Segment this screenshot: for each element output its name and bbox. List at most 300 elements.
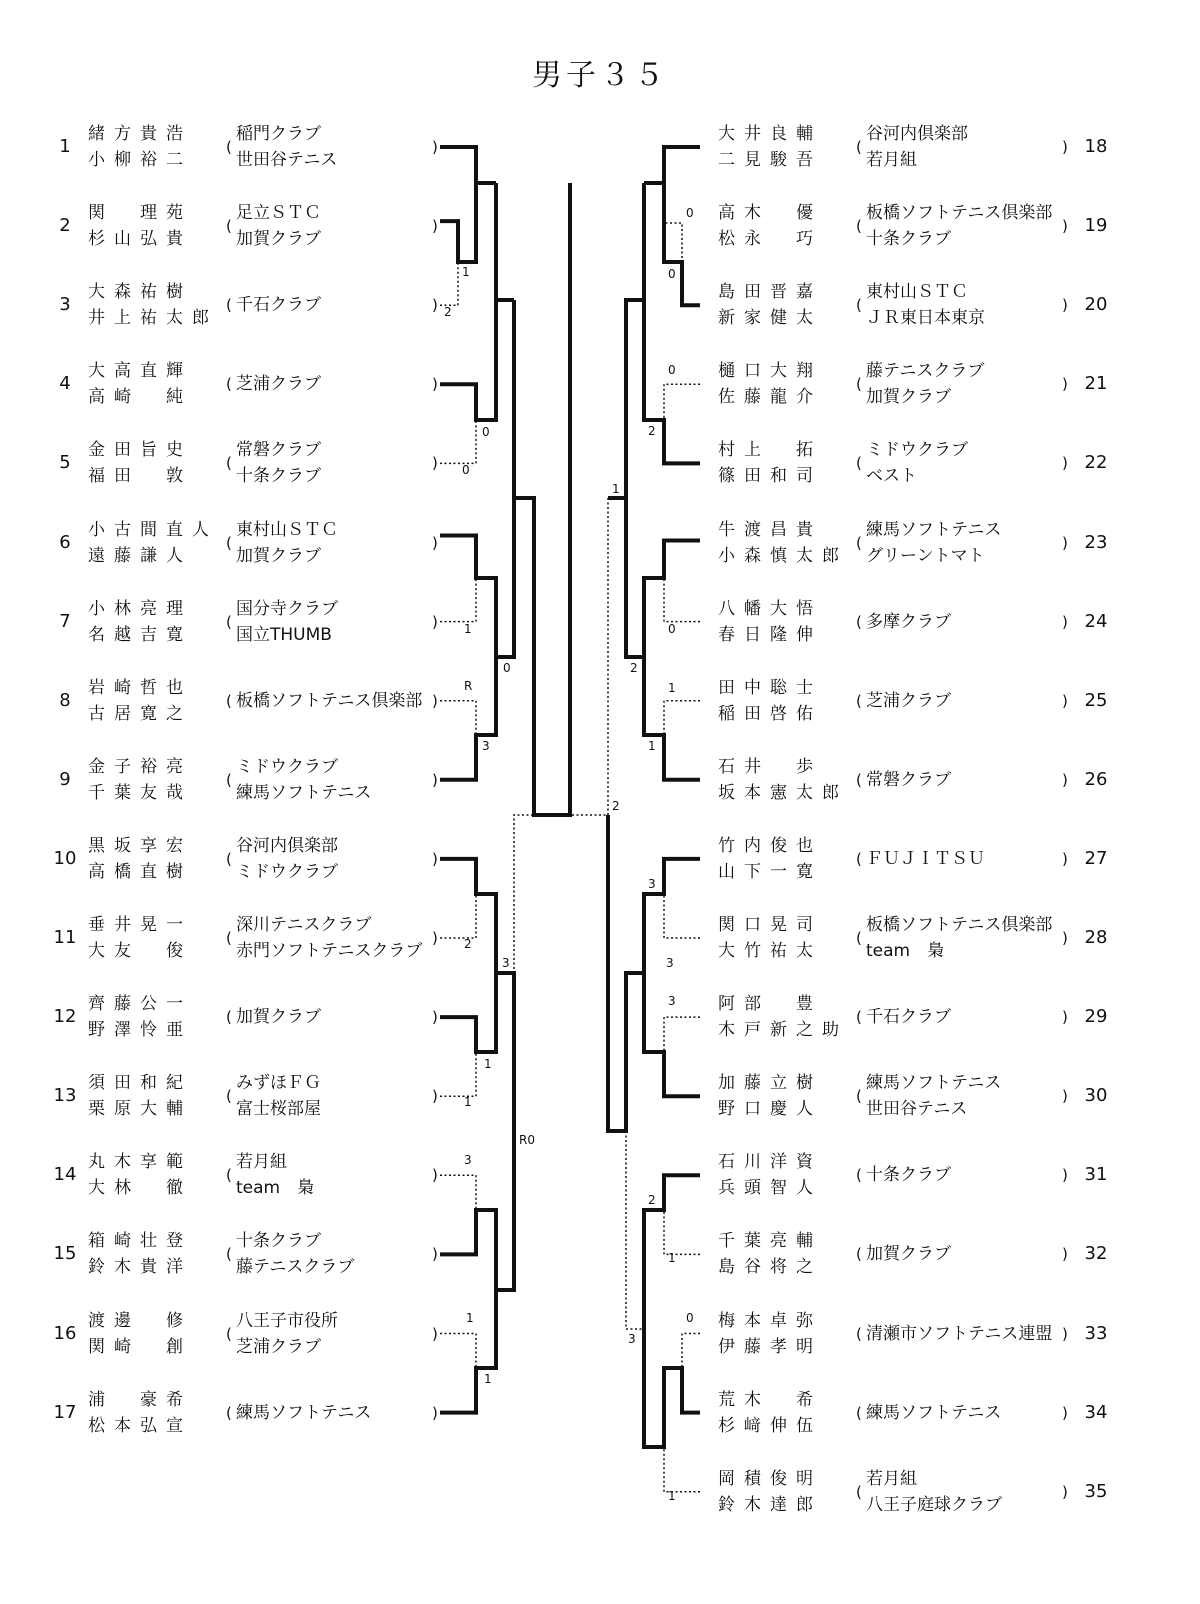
entry-number: 20: [1084, 294, 1108, 316]
bracket-line: [440, 1175, 476, 1210]
player-name: 牛渡昌貴: [718, 519, 822, 540]
player-name: 竹内俊也: [718, 835, 822, 856]
match-score: 2: [648, 1193, 656, 1207]
paren-open: (: [856, 770, 862, 789]
player-name: 関口晃司: [718, 915, 822, 935]
club-name: 谷河内倶楽部: [236, 835, 338, 856]
paren-open: (: [856, 1245, 862, 1264]
paren-close: ): [1062, 1087, 1068, 1106]
match-score: 1: [466, 1311, 474, 1325]
paren-close: ): [432, 1166, 438, 1185]
match-score: 2: [630, 661, 638, 675]
player-name: 大井良輔: [718, 124, 822, 144]
player-name: 島田晋嘉: [718, 282, 822, 303]
paren-open: (: [856, 929, 862, 947]
paren-open: (: [226, 612, 232, 631]
bracket-line: [664, 223, 682, 262]
club-name: 板橋ソフトテニス倶楽部: [866, 915, 1053, 935]
player-name: 丸木享範: [88, 1152, 192, 1173]
match-score: 0: [503, 661, 511, 675]
bracket-line: [626, 498, 700, 657]
club-name: 藤テニスクラブ: [866, 361, 985, 382]
paren-close: ): [432, 375, 438, 394]
club-name: 加賀クラブ: [236, 545, 321, 566]
player-name: 松永 巧: [718, 229, 822, 250]
player-name: 浦 豪希: [88, 1389, 192, 1410]
club-name: 世田谷テニス: [236, 150, 338, 170]
player-name: 遠藤謙人: [88, 545, 192, 566]
entry-number: 23: [1084, 531, 1108, 553]
paren-open: (: [226, 929, 232, 947]
match-score: 0: [482, 425, 490, 439]
player-name: 鈴木達郎: [718, 1494, 822, 1515]
player-name: 樋口大翔: [718, 361, 822, 382]
paren-close: ): [432, 1403, 438, 1422]
club-name: 常磐クラブ: [236, 440, 321, 461]
entry-number: 31: [1084, 1164, 1108, 1186]
player-name: 栗原大輔: [88, 1099, 192, 1120]
paren-open: (: [226, 1324, 232, 1343]
bracket-line: [496, 183, 514, 300]
entry-number: 18: [1084, 136, 1108, 157]
bracket-line: [644, 657, 700, 780]
player-name: 坂本憲太郎: [718, 782, 848, 803]
entry-number: 6: [59, 531, 71, 553]
paren-close: ): [1062, 454, 1068, 473]
match-score: 3: [628, 1332, 636, 1346]
bracket-line: [682, 1334, 700, 1369]
paren-close: ): [432, 849, 438, 868]
player-name: 佐藤龍介: [718, 387, 822, 408]
bracket-line: [440, 1290, 496, 1413]
paren-open: (: [856, 296, 862, 315]
entry-number: 33: [1084, 1322, 1108, 1344]
club-name: 芝浦クラブ: [236, 1336, 321, 1357]
club-name: 東村山ＳＴＣ: [236, 519, 338, 540]
bracket-line: [608, 183, 644, 498]
paren-close: ): [1062, 1008, 1068, 1027]
player-name: 千葉友哉: [88, 782, 192, 803]
entry-number: 34: [1084, 1401, 1108, 1423]
club-name: 加賀クラブ: [236, 229, 321, 250]
match-score: 0: [686, 206, 694, 220]
paren-close: ): [432, 1324, 438, 1343]
club-name: 練馬ソフトテニス: [236, 1402, 372, 1423]
paren-close: ): [432, 612, 438, 631]
player-name: 野口慶人: [718, 1099, 822, 1120]
player-name: 松本弘宣: [88, 1415, 192, 1436]
entry-number: 32: [1084, 1243, 1108, 1265]
club-name: 板橋ソフトテニス倶楽部: [236, 690, 423, 711]
match-score: 1: [648, 739, 656, 753]
bracket-line: [440, 859, 514, 1131]
bracket-line: [440, 1334, 476, 1369]
bracket-line: [440, 657, 496, 780]
club-name: 深川テニスクラブ: [236, 915, 372, 935]
paren-open: (: [226, 849, 232, 868]
player-name: 大林 徹: [88, 1178, 192, 1199]
player-name: 古居寛之: [88, 703, 192, 724]
bracket-line: [664, 578, 700, 622]
bracket-line: [440, 420, 476, 463]
bracket-line: [644, 300, 700, 463]
match-score: 1: [484, 1372, 492, 1386]
entry-number: 13: [53, 1085, 77, 1107]
bracket-line: [664, 1210, 700, 1254]
paren-close: ): [432, 1087, 438, 1106]
match-score: 0: [686, 1311, 694, 1325]
club-name: 千石クラブ: [236, 295, 321, 316]
club-name: 練馬ソフトテニス: [236, 782, 372, 803]
paren-close: ): [1062, 1324, 1068, 1343]
player-name: 金子裕亮: [88, 756, 192, 777]
paren-close: ): [1062, 1482, 1068, 1501]
paren-close: ): [1062, 929, 1068, 947]
bracket-line: [440, 183, 476, 262]
player-name: 八幡大悟: [718, 598, 822, 619]
match-score: 1: [484, 1057, 492, 1071]
bracket-line: [644, 973, 700, 1096]
player-name: 村上 拓: [718, 440, 822, 461]
paren-close: ): [1062, 1403, 1068, 1422]
bracket-line: [440, 1131, 514, 1290]
paren-open: (: [856, 849, 862, 868]
paren-open: (: [856, 217, 862, 236]
paren-open: (: [226, 296, 232, 315]
player-name: 箱崎壮登: [88, 1231, 192, 1252]
player-name: 千葉亮輔: [718, 1231, 822, 1252]
club-name: 千石クラブ: [866, 1007, 951, 1028]
player-name: 関 理苑: [88, 203, 192, 224]
paren-close: ): [1062, 138, 1068, 156]
entry-number: 12: [53, 1006, 77, 1028]
player-name: 二見駿吾: [718, 150, 822, 170]
match-score: 3: [648, 877, 656, 891]
match-score: 1: [464, 622, 472, 636]
player-name: 大竹祐太: [718, 941, 822, 961]
club-name: グリーントマト: [866, 545, 985, 566]
bracket-line: [664, 701, 700, 735]
bracket-line: [608, 815, 700, 1131]
entry-number: 27: [1084, 847, 1108, 869]
paren-close: ): [432, 217, 438, 236]
club-name: ベスト: [866, 466, 917, 487]
player-name: 梅本卓弥: [718, 1310, 822, 1331]
player-name: 齊藤公一: [88, 994, 192, 1015]
match-score: 3: [502, 956, 510, 970]
player-name: 渡邊 修: [88, 1310, 192, 1331]
entry-number: 17: [53, 1401, 77, 1423]
entry-number: 14: [53, 1164, 77, 1186]
player-name: 高木 優: [718, 203, 822, 224]
club-name: 八王子庭球クラブ: [866, 1494, 1002, 1515]
match-score: R0: [519, 1133, 535, 1147]
club-name: 世田谷テニス: [866, 1099, 968, 1120]
paren-close: ): [432, 770, 438, 789]
player-name: 小森慎太郎: [718, 545, 848, 566]
paren-open: (: [226, 691, 232, 710]
paren-close: ): [1062, 691, 1068, 710]
match-score: 3: [666, 956, 674, 970]
player-name: 金田旨史: [88, 440, 192, 461]
paren-open: (: [856, 691, 862, 710]
match-score: 3: [482, 739, 490, 753]
club-name: 芝浦クラブ: [236, 374, 321, 395]
club-name: ＦＵＪＩＴＳＵ: [866, 848, 985, 869]
club-name: 八王子市役所: [236, 1310, 338, 1331]
entry-number: 10: [53, 847, 77, 869]
player-name: 小古間直人: [88, 519, 218, 540]
club-name: 多摩クラブ: [866, 611, 951, 632]
player-name: 春日隆伸: [718, 624, 822, 645]
bracket-line: [664, 894, 700, 938]
club-name: 稲門クラブ: [236, 124, 321, 144]
bracket-line: [664, 384, 700, 420]
club-name: 練馬ソフトテニス: [866, 1073, 1002, 1094]
paren-close: ): [1062, 849, 1068, 868]
paren-open: (: [856, 1087, 862, 1106]
bracket-line: [440, 701, 476, 735]
paren-open: (: [856, 138, 862, 156]
paren-close: ): [1062, 296, 1068, 315]
paren-close: ): [1062, 770, 1068, 789]
paren-open: (: [856, 533, 862, 552]
bracket-line: [514, 815, 534, 1131]
match-score: 0: [462, 463, 470, 477]
paren-close: ): [432, 1245, 438, 1264]
player-name: 新家健太: [718, 308, 822, 329]
player-name: 阿部 豊: [718, 994, 822, 1015]
player-name: 垂井晃一: [88, 915, 192, 935]
player-name: 井上祐太郎: [88, 308, 218, 329]
club-name: 十条クラブ: [236, 466, 321, 487]
player-name: 岡積俊明: [718, 1468, 822, 1489]
paren-open: (: [856, 612, 862, 631]
entry-number: 25: [1084, 689, 1108, 711]
club-name: ＪＲ東日本東京: [866, 308, 985, 329]
player-name: 関崎 創: [88, 1336, 192, 1357]
entry-number: 11: [53, 927, 77, 948]
player-name: 小柳裕二: [88, 150, 192, 170]
entry-number: 2: [59, 215, 71, 237]
player-name: 加藤立樹: [718, 1073, 822, 1094]
entry-number: 8: [59, 689, 71, 711]
bracket-line: [626, 1131, 644, 1329]
entry-number: 1: [59, 136, 71, 157]
player-name: 稲田啓佑: [718, 703, 822, 724]
player-name: 緒方貴浩: [88, 124, 192, 144]
club-name: 練馬ソフトテニス: [866, 1402, 1002, 1423]
player-name: 大高直輝: [88, 361, 192, 382]
club-name: 国分寺クラブ: [236, 598, 338, 619]
paren-open: (: [856, 454, 862, 473]
club-name: 常磐クラブ: [866, 769, 951, 790]
paren-open: (: [226, 1087, 232, 1106]
club-name: 芝浦クラブ: [866, 690, 951, 711]
paren-open: (: [226, 1008, 232, 1027]
bracket-line: [644, 1329, 700, 1447]
player-name: 須田和紀: [88, 1073, 192, 1094]
player-name: 山下一寛: [718, 861, 822, 882]
match-score: 2: [464, 937, 472, 951]
paren-open: (: [226, 217, 232, 236]
club-name: 清瀬市ソフトテニス連盟: [866, 1323, 1053, 1344]
paren-close: ): [432, 454, 438, 473]
entry-number: 21: [1084, 373, 1108, 395]
match-score: 2: [648, 424, 656, 438]
paren-close: ): [1062, 217, 1068, 236]
player-name: 杉山弘貴: [88, 229, 192, 250]
entry-number: 28: [1084, 927, 1108, 948]
club-name: 十条クラブ: [236, 1231, 321, 1252]
bracket-line: [440, 1052, 476, 1096]
match-score: 0: [668, 267, 676, 281]
match-score: 1: [668, 681, 676, 695]
entry-number: 35: [1084, 1480, 1108, 1502]
match-score: 0: [668, 622, 676, 636]
club-name: 赤門ソフトテニスクラブ: [236, 941, 423, 961]
entry-number: 16: [53, 1322, 77, 1344]
player-name: 杉﨑伸伍: [718, 1415, 822, 1436]
club-name: 加賀クラブ: [866, 387, 951, 408]
player-name: 野澤怜亜: [88, 1020, 192, 1041]
club-name: 練馬ソフトテニス: [866, 519, 1002, 540]
entry-number: 22: [1084, 452, 1108, 474]
match-score: 2: [612, 799, 620, 813]
paren-open: (: [226, 1403, 232, 1422]
player-name: 岩崎哲也: [88, 677, 192, 698]
entry-number: 3: [59, 294, 71, 316]
player-name: 木戸新之助: [718, 1020, 848, 1041]
club-name: ミドウクラブ: [236, 861, 338, 882]
club-name: 谷河内倶楽部: [866, 124, 968, 144]
player-name: 田中聡士: [718, 677, 822, 698]
paren-open: (: [226, 1166, 232, 1185]
match-score: 1: [668, 1251, 676, 1265]
match-score: 1: [462, 265, 470, 279]
player-name: 石川洋資: [718, 1152, 822, 1173]
player-name: 福田 敦: [88, 466, 192, 487]
entry-number: 4: [59, 373, 71, 395]
club-name: team 梟: [236, 1178, 315, 1199]
paren-close: ): [432, 691, 438, 710]
player-name: 黒坂享宏: [88, 835, 192, 856]
bracket-line: [440, 498, 514, 657]
bracket-line: [570, 498, 608, 815]
player-name: 荒木 希: [718, 1389, 822, 1410]
club-name: 若月組: [236, 1152, 287, 1173]
paren-close: ): [1062, 612, 1068, 631]
entry-number: 30: [1084, 1085, 1108, 1107]
paren-open: (: [856, 1008, 862, 1027]
player-name: 小林亮理: [88, 598, 192, 619]
paren-open: (: [226, 533, 232, 552]
player-name: 大友 俊: [88, 941, 192, 961]
club-name: 足立ＳＴＣ: [236, 203, 321, 224]
entry-number: 9: [59, 768, 71, 790]
bracket-line: [440, 262, 458, 305]
entry-number: 26: [1084, 768, 1108, 790]
paren-close: ): [1062, 1245, 1068, 1264]
club-name: 藤テニスクラブ: [236, 1257, 355, 1278]
paren-close: ): [432, 296, 438, 315]
club-name: 加賀クラブ: [236, 1007, 321, 1028]
paren-open: (: [856, 1324, 862, 1343]
player-name: 伊藤孝明: [718, 1336, 822, 1357]
club-name: ミドウクラブ: [866, 440, 968, 461]
paren-open: (: [856, 1482, 862, 1501]
match-score: 3: [668, 994, 676, 1008]
club-name: 十条クラブ: [866, 229, 951, 250]
paren-open: (: [226, 454, 232, 473]
paren-open: (: [226, 770, 232, 789]
club-name: team 梟: [866, 941, 945, 961]
match-score: 1: [668, 1489, 676, 1503]
paren-close: ): [432, 929, 438, 947]
match-score: 1: [464, 1095, 472, 1109]
club-name: 富士桜部屋: [236, 1099, 321, 1120]
paren-open: (: [226, 138, 232, 156]
paren-open: (: [856, 1166, 862, 1185]
paren-close: ): [432, 533, 438, 552]
match-score: 3: [464, 1153, 472, 1167]
bracket-line: [440, 973, 496, 1052]
player-name: 篠田和司: [718, 466, 822, 487]
match-score: 1: [612, 482, 620, 496]
paren-open: (: [856, 1403, 862, 1422]
club-name: みずほＦＧ: [236, 1073, 321, 1094]
bracket-line: [644, 147, 700, 183]
paren-close: ): [1062, 375, 1068, 394]
page-title: 男子３５: [532, 58, 668, 93]
player-name: 鈴木貴洋: [88, 1257, 192, 1278]
club-name: 板橋ソフトテニス倶楽部: [866, 203, 1053, 224]
player-name: 石井 歩: [718, 756, 822, 777]
club-name: 十条クラブ: [866, 1165, 951, 1186]
club-name: 加賀クラブ: [866, 1244, 951, 1265]
match-score: 0: [668, 363, 676, 377]
entry-number: 5: [59, 452, 71, 474]
club-name: 東村山ＳＴＣ: [866, 282, 968, 303]
club-name: ミドウクラブ: [236, 756, 338, 777]
player-name: 兵頭智人: [718, 1178, 822, 1199]
player-name: 高崎 純: [88, 387, 192, 408]
player-name: 島谷将之: [718, 1257, 822, 1278]
bracket-line: [514, 183, 570, 815]
match-score: R: [464, 679, 473, 693]
paren-open: (: [226, 1245, 232, 1264]
bracket-line: [440, 578, 476, 622]
club-name: 国立THUMB: [236, 624, 332, 645]
entry-number: 7: [59, 610, 71, 632]
match-score: 2: [444, 305, 452, 319]
player-name: 名越吉寛: [88, 624, 192, 645]
paren-open: (: [856, 375, 862, 394]
player-name: 高橋直樹: [88, 861, 192, 882]
bracket-line: [440, 894, 476, 938]
entry-number: 15: [53, 1243, 77, 1265]
bracket-line: [440, 147, 496, 183]
entry-number: 29: [1084, 1006, 1108, 1028]
paren-close: ): [432, 138, 438, 156]
bracket-line: [664, 1017, 700, 1052]
club-name: 若月組: [866, 150, 917, 170]
entry-number: 19: [1084, 215, 1108, 237]
paren-close: ): [1062, 1166, 1068, 1185]
entry-number: 24: [1084, 610, 1108, 632]
paren-open: (: [226, 375, 232, 394]
player-name: 大森祐樹: [88, 282, 192, 303]
